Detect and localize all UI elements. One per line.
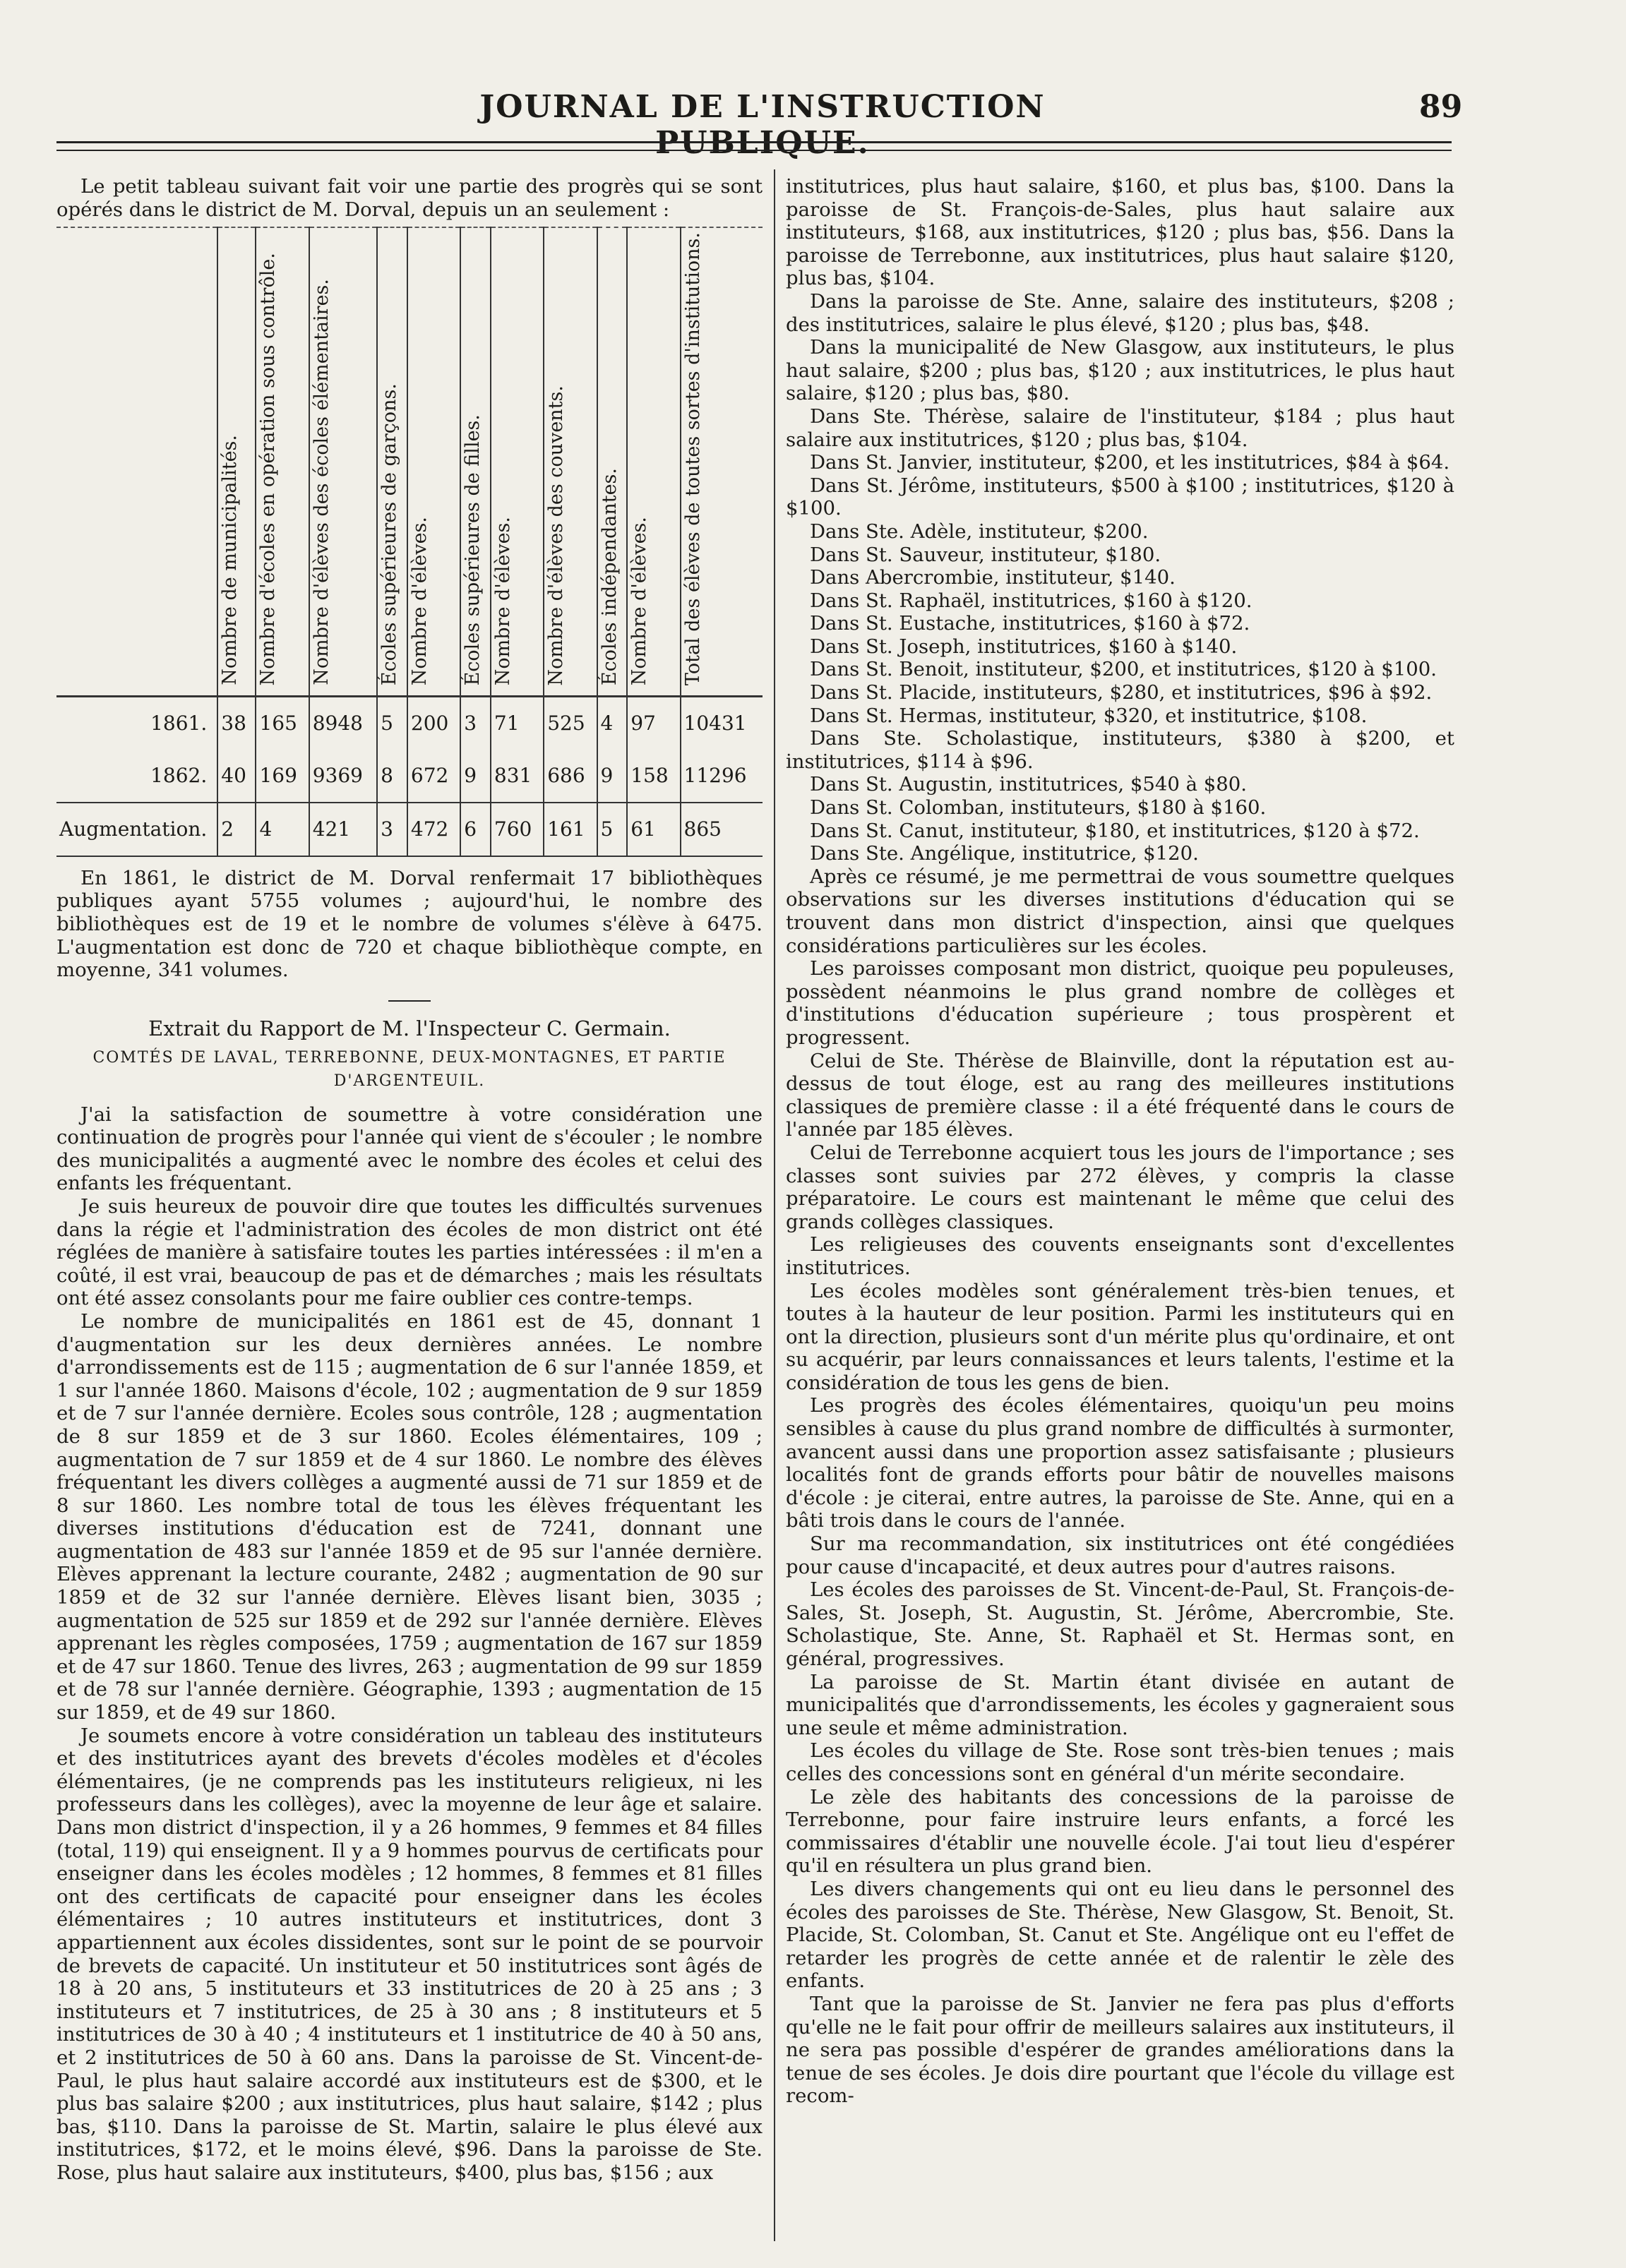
column-header: Nombre d'élèves. (491, 227, 544, 696)
section-rule (388, 1000, 431, 1002)
salary-entry: Dans St. Sauveur, instituteur, $180. (810, 543, 1161, 566)
body-paragraph: Les écoles des paroisses de St. Vincent-de-Paul, St. François-de-Sales, St. Joseph, St. Augustin, St. Jérôme, Abercrombie, Ste. Scholastique, Ste. Anne, St. Raphaël et St. Hermas sont, en général, progressives. (786, 1578, 1454, 1670)
table-cell: 5 (597, 803, 628, 856)
table-cell: 71 (491, 696, 544, 750)
table-cell: 421 (309, 803, 377, 856)
row-label: 1861. (56, 696, 217, 750)
table-cell: 760 (491, 803, 544, 856)
salary-entry: Dans St. Canut, instituteur, $180, et institutrices, $120 à $72. (810, 819, 1420, 842)
table-row (56, 750, 763, 803)
table-cell: 9 (597, 750, 628, 803)
table-cell: 169 (256, 750, 309, 803)
header-rule (56, 141, 1452, 143)
body-paragraph: Le zèle des habitants des concessions de la paroisse de Terrebonne, pour faire instruire leurs enfants, a forcé les commissaires d'établir une nouvelle école. J'ai tout lieu d'espérer qu'il en résultera un plus grand bien. (786, 1785, 1454, 1878)
counties-subheading: COMTÉS DE LAVAL, TERREBONNE, DEUX-MONTAGNES, ET PARTIE D'ARGENTEUIL. (92, 1049, 727, 1091)
column-header: Écoles supérieures de filles. (460, 227, 491, 696)
report-heading: Extrait du Rapport de M. l'Inspecteur C. Germain. (148, 1016, 671, 1040)
table-cell: 5 (377, 696, 407, 750)
salary-entry: Dans St. Janvier, instituteur, $200, et les institutrices, $84 à $64. (810, 451, 1450, 474)
running-title: JOURNAL DE L'INSTRUCTION PUBLIQUE. (479, 89, 1046, 161)
salary-entry: Dans la municipalité de New Glasgow, aux instituteurs, le plus haut salaire, $200 ; plus bas, $120 ; aux institutrices, le plus haut salaire, $120 ; plus bas, $80. (786, 336, 1454, 405)
table-intro: Le petit tableau suivant fait voir une partie des progrès qui se sont opérés dans le district de M. Dorval, depuis un an seulement : (56, 175, 763, 221)
salary-entry: Dans St. Colomban, instituteurs, $180 à $160. (810, 796, 1267, 820)
salary-entry: Dans St. Eustache, institutrices, $160 à $72. (810, 612, 1250, 635)
body-paragraph: Je suis heureux de pouvoir dire que toutes les difficultés survenues dans la régie et l'administration des écoles de mon district ont été réglées de manière à satisfaire toutes les parties intéressées : il m'en a coûté, il est vrai, beaucoup de pas et de démarches ; mais les résultats ont été assez consolants pour me faire oublier ces contre-temps. (56, 1194, 763, 1310)
column-header: Nombre d'écoles en opération sous contrôle. (256, 227, 309, 696)
body-paragraph: Les divers changements qui ont eu lieu dans le personnel des écoles des paroisses de Ste. Thérèse, New Glasgow, St. Benoit, St. Placide, St. Colomban, St. Canut et Ste. Angélique ont eu l'effet de retarder les progrès de cette année et de ralentir le zèle des enfants. (786, 1877, 1454, 1993)
salary-entry: Dans St. Jérôme, instituteurs, $500 à $100 ; institutrices, $120 à $100. (786, 474, 1454, 520)
column-header: Nombre d'élèves des écoles élémentaires. (309, 227, 377, 696)
page-number: 89 (1419, 89, 1463, 125)
table-cell: 165 (256, 696, 309, 750)
table-cell: 672 (407, 750, 460, 803)
table-cell: 9369 (309, 750, 377, 803)
body-paragraph: Tant que la paroisse de St. Janvier ne fera pas plus d'efforts qu'elle ne le fait pour offrir de meilleurs salaires aux instituteurs, il ne sera pas possible d'espérer de grandes améliorations dans la tenue de ses écoles. Je dois dire pourtant que l'école du village est recom- (786, 1992, 1454, 2108)
table-cell: 161 (544, 803, 597, 856)
table-cell: 4 (256, 803, 309, 856)
row-label: Augmentation. (56, 803, 217, 856)
right-column (786, 175, 1454, 2108)
table-cell: 8948 (309, 696, 377, 750)
body-paragraph: Après ce résumé, je me permettrai de vous soumettre quelques observations sur les diverses institutions d'éducation qui se trouvent dans mon district d'inspection, ainsi que quelques considérations particulières sur les écoles. (786, 865, 1454, 957)
column-header: Écoles supérieures de garçons. (377, 227, 407, 696)
table-cell: 3 (460, 696, 491, 750)
table-cell: 525 (544, 696, 597, 750)
salary-entry: Dans St. Raphaël, institutrices, $160 à $120. (810, 589, 1253, 612)
table-cell: 2 (217, 803, 256, 856)
salary-entry: Dans St. Hermas, instituteur, $320, et institutrice, $108. (810, 704, 1368, 727)
column-header: Total des élèves de toutes sortes d'institutions. (681, 227, 763, 696)
table-cell: 61 (627, 803, 680, 856)
table-row-total (56, 803, 763, 856)
table-cell: 6 (460, 803, 491, 856)
column-divider (774, 169, 775, 2241)
salary-entry: Dans Ste. Angélique, institutrice, $120. (810, 842, 1199, 865)
table-cell: 200 (407, 696, 460, 750)
salary-entry: Dans St. Placide, instituteurs, $280, et institutrices, $96 à $92. (810, 681, 1433, 704)
body-paragraph: Les paroisses composant mon district, quoique peu populeuses, possèdent néanmoins le plus grand nombre de collèges et d'institutions d'éducation supérieure ; tous prospèrent et progressent. (786, 957, 1454, 1049)
column-header: Écoles indépendantes. (597, 227, 628, 696)
body-paragraph: Sur ma recommandation, six institutrices ont été congédiées pour cause d'incapacité, et deux autres pour d'autres raisons. (786, 1532, 1454, 1578)
table-cell: 97 (627, 696, 680, 750)
left-column (56, 175, 763, 2185)
table-cell: 831 (491, 750, 544, 803)
body-paragraph: Je soumets encore à votre considération un tableau des instituteurs et des institutrices ayant des brevets d'écoles modèles et d'écoles élémentaires, (je ne comprends pas les instituteurs religieux, ni les professeurs dans les collèges), avec la moyenne de leur âge et salaire. Dans mon district d'inspection, il y a 26 hommes, 9 femmes et 84 filles (total, 119) qui enseignent. Il y a 9 hommes pourvus de certificats pour enseigner dans les écoles modèles ; 12 hommes, 8 femmes et 81 filles ont des certificats de capacité pour enseigner dans les écoles élémentaires ; 10 autres instituteurs et institutrices, dont 3 appartiennent aux écoles dissidentes, sont sur le point de se pourvoir de brevets de capacité. Un instituteur et 50 institutrices sont âgés de 18 à 20 ans, 5 instituteurs et 33 institutrices de 20 à 25 ans ; 3 instituteurs et 7 institutrices, de 25 à 30 ans ; 8 instituteurs et 5 institutrices de 30 à 40 ; 4 instituteurs et 1 institutrice de 40 à 50 ans, et 2 institutrices de 50 à 60 ans. Dans la paroisse de St. Vincent-de-Paul, le plus haut salaire accordé aux instituteurs est de $300, et le plus bas salaire $200 ; aux institutrices, plus haut salaire, $142 ; plus bas, $110. Dans la paroisse de St. Martin, salaire le plus élevé aux institutrices, $172, et le moins élevé, $96. Dans la paroisse de Ste. Rose, plus haut salaire aux instituteurs, $400, plus bas, $156 ; aux (56, 1724, 763, 2184)
salary-entry: Dans Abercrombie, instituteur, $140. (810, 566, 1176, 589)
column-header: Nombre d'élèves. (407, 227, 460, 696)
table-cell: 9 (460, 750, 491, 803)
table-row (56, 696, 763, 750)
table-cell: 11296 (681, 750, 763, 803)
body-paragraph: Les religieuses des couvents enseignants sont d'excellentes institutrices. (786, 1233, 1454, 1279)
column-header: Nombre d'élèves des couvents. (544, 227, 597, 696)
body-paragraph: La paroisse de St. Martin étant divisée en autant de municipalités que d'arrondissements, les écoles y gagneraient sous une seule et même administration. (786, 1670, 1454, 1739)
table-cell: 10431 (681, 696, 763, 750)
table-cell: 4 (597, 696, 628, 750)
body-paragraph: Les progrès des écoles élémentaires, quoiqu'un peu moins sensibles à cause du plus grand nombre de difficultés à surmonter, avancent aussi dans une proportion assez satisfaisante ; plusieurs localités font de grands efforts pour bâtir de nouvelles maisons d'école : je citerai, entre autres, la paroisse de Ste. Anne, qui en a bâti trois dans le cours de l'année. (786, 1394, 1454, 1532)
row-label: 1862. (150, 763, 208, 787)
table-corner (56, 227, 217, 696)
header-rule-thin (56, 150, 1452, 151)
continued-paragraph: institutrices, plus haut salaire, $160, et plus bas, $100. Dans la paroisse de St. François-de-Sales, plus haut salaire aux instituteurs, $168, aux institutrices, $120 ; plus bas, $56. Dans la paroisse de Terrebonne, aux institutrices, plus haut salaire $120, plus bas, $104. (786, 175, 1454, 290)
table-cell: 472 (407, 803, 460, 856)
column-header: Nombre de municipalités. (217, 227, 256, 696)
salary-entry: Dans St. Augustin, institutrices, $540 à $80. (810, 773, 1248, 796)
body-paragraph: Le nombre de municipalités en 1861 est de 45, donnant 1 d'augmentation sur les deux dernières années. Le nombre d'arrondissements est de 115 ; augmentation de 6 sur l'année 1859, et 1 sur l'année 1860. Maisons d'école, 102 ; augmentation de 9 sur 1859 et de 7 sur l'année dernière. Ecoles sous contrôle, 128 ; augmentation de 8 sur 1859 et de 3 sur 1860. Ecoles élémentaires, 109 ; augmentation de 7 sur 1859 et de 4 sur 1860. Le nombre des élèves fréquentant les divers collèges a augmenté aussi de 71 sur 1859 et de 8 sur 1860. Les nombre total de tous les élèves fréquentant les diverses institutions d'éducation est de 7241, donnant une augmentation de 483 sur l'année 1859 et de 95 sur l'année dernière. Elèves apprenant la lecture courante, 2482 ; augmentation de 90 sur 1859 et de 32 sur l'année dernière. Elèves lisant bien, 3035 ; augmentation de 525 sur 1859 et de 292 sur l'année dernière. Elèves apprenant les règles composées, 1759 ; augmentation de 167 sur 1859 et de 47 sur 1860. Tenue des livres, 263 ; augmentation de 99 sur 1859 et de 78 sur l'année dernière. Géographie, 1393 ; augmentation de 15 sur 1859, et de 49 sur 1860. (56, 1309, 763, 1724)
libraries-paragraph: En 1861, le district de M. Dorval renfermait 17 bibliothèques publiques ayant 5755 volumes ; aujourd'hui, le nombre des bibliothèques est de 19 et le nombre de volumes s'élève à 6475. L'augmentation est donc de 720 et chaque bibliothèque compte, en moyenne, 341 volumes. (56, 866, 763, 982)
salary-entry: Dans Ste. Thérèse, salaire de l'instituteur, $184 ; plus haut salaire aux institutrices, $120 ; plus bas, $104. (786, 404, 1454, 451)
table-cell: 865 (681, 803, 763, 856)
salary-entry: Dans St. Joseph, institutrices, $160 à $140. (810, 635, 1238, 658)
salary-entry: Dans Ste. Adèle, instituteur, $200. (810, 520, 1149, 543)
table-header-row (56, 227, 763, 696)
table-cell: 38 (217, 696, 256, 750)
table-cell: 686 (544, 750, 597, 803)
table-cell: 40 (217, 750, 256, 803)
table-cell: 158 (627, 750, 680, 803)
statistics-table (56, 227, 763, 857)
body-paragraph: Les écoles modèles sont généralement très-bien tenues, et toutes à la hauteur de leur position. Parmi les instituteurs qui en ont la direction, plusieurs sont d'un mérite plus qu'ordinaire, et ont su acquérir, par leurs connaissances et leurs talents, l'estime et la considération de tous les gens de bien. (786, 1279, 1454, 1394)
salary-entry: Dans Ste. Scholastique, instituteurs, $380 à $200, et institutrices, $114 à $96. (786, 727, 1454, 773)
salary-entry: Dans la paroisse de Ste. Anne, salaire des instituteurs, $208 ; des institutrices, salaire le plus élevé, $120 ; plus bas, $48. (786, 289, 1454, 336)
body-paragraph: Celui de Ste. Thérèse de Blainville, dont la réputation est au-dessus de tout éloge, est au rang des meilleures institutions classiques de première classe : il a été fréquenté dans le cours de l'année par 185 élèves. (786, 1049, 1454, 1141)
body-paragraph: Les écoles du village de Ste. Rose sont très-bien tenues ; mais celles des concessions sont en général d'un mérite secondaire. (786, 1739, 1454, 1785)
salary-entry: Dans St. Benoit, instituteur, $200, et institutrices, $120 à $100. (810, 658, 1437, 681)
table-cell: 3 (377, 803, 407, 856)
body-paragraph: Celui de Terrebonne acquiert tous les jours de l'importance ; ses classes sont suivies par 272 élèves, y compris la classe préparatoire. Le cours est maintenant le même que celui des grands collèges classiques. (786, 1141, 1454, 1233)
table-cell: 8 (377, 750, 407, 803)
column-header: Nombre d'élèves. (627, 227, 680, 696)
body-paragraph: J'ai la satisfaction de soumettre à votre considération une continuation de progrès pour l'année qui vient de s'écouler ; le nombre des municipalités a augmenté avec le nombre des écoles et celui des enfants les fréquentant. (56, 1103, 763, 1195)
